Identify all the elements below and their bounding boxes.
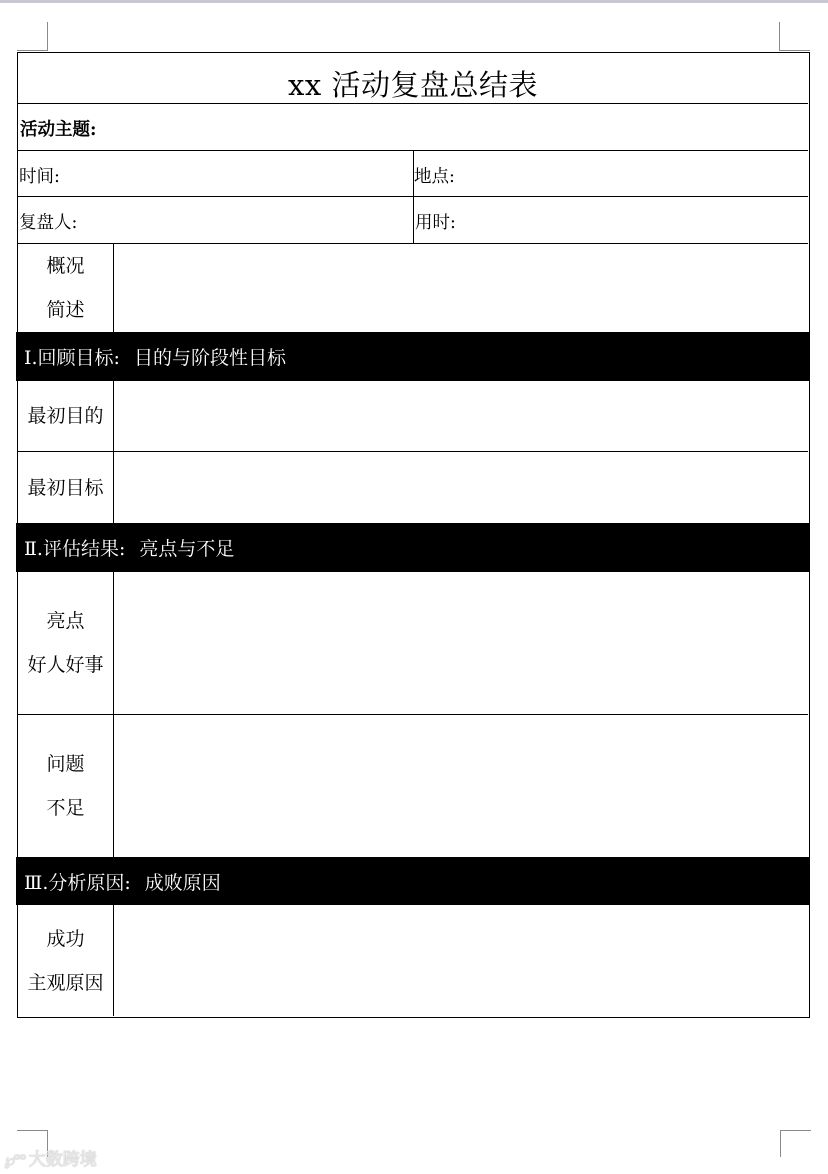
review-summary-form: [17, 52, 810, 1018]
location-label: 地点:: [414, 167, 455, 187]
overview-row: [18, 244, 808, 332]
success-row: [18, 905, 808, 1016]
problems-label: [18, 715, 114, 857]
success-label-line2: 主观原因: [27, 971, 104, 994]
time-label: 时间:: [19, 167, 60, 187]
time-location-row: [18, 151, 808, 197]
overview-label-line2: 简述: [46, 299, 85, 321]
initial-goal-label: [18, 452, 114, 523]
section-3-header: [16, 857, 810, 905]
success-label: [18, 905, 114, 1016]
section-2-subtitle: 亮点与不足: [139, 538, 235, 560]
highlights-label: [18, 572, 114, 714]
overview-label-line1: 概况: [46, 255, 85, 277]
problems-label-line1: 问题: [46, 753, 85, 775]
theme-label: 活动主题:: [20, 120, 97, 140]
watermark-logo-icon: ℘ᵒᵒ: [4, 1150, 25, 1169]
overview-label: [18, 244, 114, 332]
highlights-label-line1: 亮点: [46, 610, 85, 632]
top-rule: [0, 0, 828, 3]
problems-row: [18, 715, 808, 857]
section-3-subtitle: 成败原因: [144, 871, 221, 894]
section-1-subtitle: 目的与阶段性目标: [133, 347, 286, 369]
success-label-line1: 成功: [46, 927, 85, 950]
initial-goal-text: 最初目标: [27, 476, 104, 499]
initial-goal-row: [18, 452, 808, 523]
crop-mark-top-left: [17, 22, 48, 51]
section-1-header: [16, 332, 810, 381]
reviewer-duration-row: [18, 197, 808, 244]
theme-row: [18, 104, 808, 151]
reviewer-label: 复盘人:: [19, 213, 78, 233]
initial-purpose-row: [18, 381, 808, 452]
crop-mark-top-right: [779, 22, 810, 51]
problems-label-line2: 不足: [46, 797, 85, 819]
title-row: [18, 53, 808, 104]
watermark: [4, 1145, 97, 1170]
duration-label: 用时:: [415, 213, 456, 233]
section-1-heading: Ⅰ.回顾目标:: [24, 347, 120, 369]
initial-purpose-text: 最初目的: [27, 405, 104, 427]
highlights-label-line2: 好人好事: [27, 654, 104, 676]
form-title: xx 活动复盘总结表: [288, 68, 538, 102]
initial-purpose-label: [18, 381, 114, 451]
reviewer-duration-divider: [413, 197, 414, 243]
section-2-heading: Ⅱ.评估结果:: [24, 538, 126, 560]
watermark-text: 大数跨境: [28, 1150, 97, 1170]
crop-mark-bottom-right: [780, 1130, 811, 1157]
section-2-header: [16, 523, 810, 572]
section-3-heading: Ⅲ.分析原因:: [24, 871, 131, 894]
highlights-row: [18, 572, 808, 715]
